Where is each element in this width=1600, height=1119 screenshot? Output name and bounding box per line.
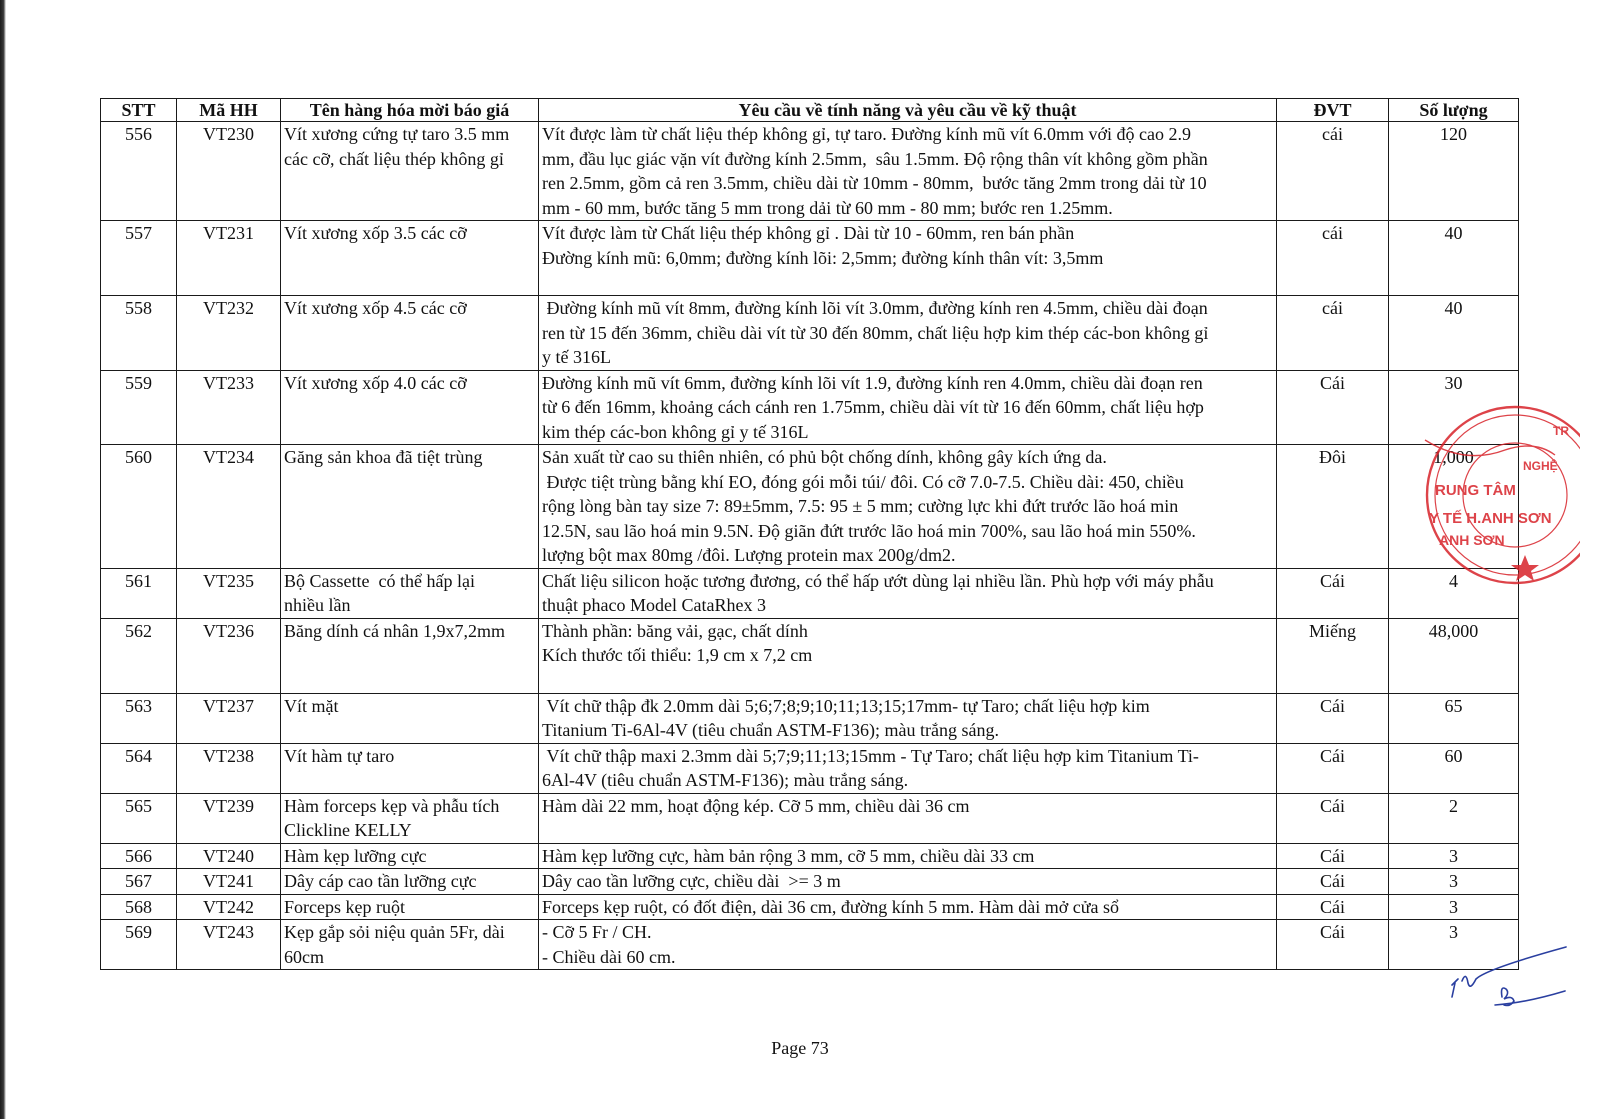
cell-spec [539, 869, 1277, 895]
cell-stt [101, 869, 177, 895]
cell-qty [1389, 370, 1519, 445]
cell-code [177, 122, 281, 221]
unit-value: Cái [1320, 745, 1345, 766]
cell-code [177, 894, 281, 920]
table-header-row [101, 99, 1519, 122]
stamp-text-line2: Y TẾ H.ANH SƠN [1429, 510, 1552, 527]
cell-qty [1389, 894, 1519, 920]
cell-stt [101, 370, 177, 445]
cell-unit [1277, 843, 1389, 869]
qty-value: 3 [1449, 845, 1458, 866]
name-line: Vít mặt [284, 695, 339, 716]
cell-stt [101, 122, 177, 221]
code-value: VT242 [203, 896, 254, 917]
cell-unit [1277, 618, 1389, 693]
cell-spec [539, 894, 1277, 920]
stamp-text-line1: RUNG TÂM [1435, 482, 1516, 499]
cell-qty [1389, 445, 1519, 569]
name-line: các cỡ, chất liệu thép không gỉ [284, 148, 504, 169]
name-line: Kẹp gắp sỏi niệu quản 5Fr, dài [284, 922, 505, 942]
spec-line: Hàm kẹp lưỡng cực, hàm bản rộng 3 mm, cỡ 5 mm, chiều dài 33 cm [542, 845, 1035, 866]
spec-line: Đường kính mũ vít 6mm, đường kính lõi vít 1.9, đường kính ren 4.0mm, chiều dài đoạn ren [542, 372, 1203, 393]
spec-line: kim thép các-bon không gỉ y tế 316L [542, 421, 809, 442]
spec-line: - Cỡ 5 Fr / CH. [542, 922, 652, 942]
stamp-text-line3: ANH SƠN [1439, 532, 1505, 548]
table-row [101, 122, 1519, 221]
cell-unit [1277, 793, 1389, 843]
table-body [101, 122, 1519, 970]
spec-line: 12.5N, sau lão hoá min 9.5N. Độ giãn đứt trước lão hoá min 700%, sau lão hoá min 550%. [542, 520, 1196, 541]
spec-line: ren từ 15 đến 36mm, chiều dài vít từ 30 đến 80mm, chất liệu hợp kim thép các-bon không gỉ [542, 322, 1209, 343]
spec-line: Đường kính mũ: 6,0mm; đường kính lõi: 2,5mm; đường kính thân vít: 3,5mm [542, 247, 1104, 268]
spec-line: Vít được làm từ chất liệu thép không gỉ, tự taro. Đường kính mũ vít 6.0mm với độ cao 2.9 [542, 124, 1191, 144]
qty-value: 40 [1444, 298, 1463, 318]
unit-value: Cái [1320, 896, 1345, 917]
table-row [101, 445, 1519, 569]
name-line: Forceps kẹp ruột [284, 896, 405, 917]
unit-value: Cái [1320, 845, 1345, 866]
qty-value: 3 [1449, 896, 1458, 917]
qty-value: 120 [1440, 124, 1467, 144]
cell-qty [1389, 296, 1519, 371]
cell-name [281, 793, 539, 843]
code-value: VT236 [203, 620, 254, 641]
table-row [101, 370, 1519, 445]
cell-spec [539, 743, 1277, 793]
header-stt: STT [101, 99, 177, 122]
cell-qty [1389, 221, 1519, 296]
cell-code [177, 869, 281, 895]
cell-qty [1389, 568, 1519, 618]
spec-line: Kích thước tối thiểu: 1,9 cm x 7,2 cm [542, 645, 813, 665]
stt-value: 559 [125, 372, 152, 393]
cell-spec [539, 370, 1277, 445]
cell-spec [539, 296, 1277, 371]
spec-line: Vít được làm từ Chất liệu thép không gỉ . Dài từ 10 - 60mm, ren bán phần [542, 223, 1075, 243]
cell-unit [1277, 445, 1389, 569]
cell-qty [1389, 693, 1519, 743]
cell-unit [1277, 568, 1389, 618]
cell-spec [539, 445, 1277, 569]
cell-code [177, 445, 281, 569]
cell-name [281, 843, 539, 869]
cell-code [177, 793, 281, 843]
qty-value: 30 [1444, 372, 1463, 393]
cell-code [177, 693, 281, 743]
cell-name [281, 743, 539, 793]
unit-value: Cái [1320, 372, 1345, 393]
cell-qty [1389, 920, 1519, 970]
stt-value: 564 [125, 745, 152, 766]
cell-name [281, 296, 539, 371]
page-number: Page 73 [771, 1038, 829, 1058]
name-line: Vít xương xốp 3.5 các cỡ [284, 223, 467, 243]
unit-value: Cái [1320, 922, 1345, 942]
spec-line: Titanium Ti-6Al-4V (tiêu chuẩn ASTM-F136); màu trắng sáng. [542, 720, 1000, 740]
spec-line: Vít chữ thập đk 2.0mm dài 5;6;7;8;9;10;11;13;15;17mm- tự Taro; chất liệu hợp kim [542, 695, 1150, 716]
spec-line: Thành phần: băng vải, gạc, chất dính [542, 620, 808, 641]
name-line: nhiều lần [284, 595, 351, 615]
stt-value: 560 [125, 447, 152, 467]
header-unit: ĐVT [1277, 99, 1389, 122]
unit-value: Cái [1320, 570, 1345, 591]
qty-value: 2 [1449, 795, 1458, 816]
name-line: Clickline KELLY [284, 820, 412, 840]
stt-value: 568 [125, 896, 152, 917]
cell-stt [101, 743, 177, 793]
qty-value: 40 [1444, 223, 1463, 243]
name-line: Bộ Cassette có thể hấp lại [284, 570, 475, 591]
unit-value: cái [1322, 124, 1343, 144]
spec-line: Sản xuất từ cao su thiên nhiên, có phủ bột chống dính, không gây kích ứng da. [542, 447, 1107, 467]
cell-spec [539, 920, 1277, 970]
cell-spec [539, 618, 1277, 693]
table-row [101, 221, 1519, 296]
cell-qty [1389, 122, 1519, 221]
spec-line: thuật phaco Model CataRhex 3 [542, 595, 766, 615]
table-row [101, 568, 1519, 618]
cell-unit [1277, 869, 1389, 895]
code-value: VT232 [203, 298, 254, 318]
name-line: Băng dính cá nhân 1,9x7,2mm [284, 620, 505, 641]
spec-line: Chất liệu silicon hoặc tương đương, có thể hấp ướt dùng lại nhiều lần. Phù hợp với máy phẫu [542, 570, 1214, 591]
name-line: Vít xương xốp 4.0 các cỡ [284, 372, 467, 393]
cell-spec [539, 693, 1277, 743]
table-row [101, 693, 1519, 743]
unit-value: Đôi [1319, 447, 1346, 467]
cell-code [177, 618, 281, 693]
stt-value: 569 [125, 922, 152, 942]
spec-line: Hàm dài 22 mm, hoạt động kép. Cỡ 5 mm, chiều dài 36 cm [542, 795, 970, 816]
cell-spec [539, 843, 1277, 869]
code-value: VT234 [203, 447, 254, 467]
qty-value: 65 [1444, 695, 1463, 716]
cell-stt [101, 618, 177, 693]
code-value: VT235 [203, 570, 254, 591]
code-value: VT243 [203, 922, 254, 942]
cell-qty [1389, 618, 1519, 693]
unit-value: cái [1322, 298, 1343, 318]
code-value: VT233 [203, 372, 254, 393]
cell-name [281, 370, 539, 445]
name-line: Vít xương cứng tự taro 3.5 mm [284, 124, 510, 144]
spec-line: lượng bột max 80mg /đôi. Lượng protein max 200g/dm2. [542, 545, 956, 565]
qty-value: 3 [1449, 871, 1458, 891]
cell-name [281, 920, 539, 970]
spec-line: Đường kính mũ vít 8mm, đường kính lõi vít 3.0mm, đường kính ren 4.5mm, chiều dài đoạn [542, 298, 1208, 318]
spec-line: Vít chữ thập maxi 2.3mm dài 5;7;9;11;13;15mm - Tự Taro; chất liệu hợp kim Titanium Ti- [542, 745, 1199, 766]
name-line: Hàm forceps kẹp và phẫu tích [284, 795, 500, 816]
spec-line: từ 6 đến 16mm, khoảng cách cánh ren 1.75mm, chiều dài vít từ 16 đến 60mm, chất liệu hợp [542, 397, 1204, 417]
cell-spec [539, 122, 1277, 221]
signature-stroke [1502, 988, 1515, 1006]
cell-stt [101, 693, 177, 743]
stt-value: 567 [125, 871, 152, 891]
cell-spec [539, 221, 1277, 296]
signature-stroke [1495, 991, 1565, 1005]
cell-name [281, 445, 539, 569]
cell-name [281, 122, 539, 221]
cell-unit [1277, 370, 1389, 445]
cell-stt [101, 793, 177, 843]
quotation-table [100, 98, 1519, 970]
name-line: Găng sản khoa đã tiệt trùng [284, 447, 483, 467]
cell-code [177, 296, 281, 371]
cell-name [281, 568, 539, 618]
cell-stt [101, 221, 177, 296]
qty-value: 48,000 [1428, 620, 1479, 641]
table-row [101, 743, 1519, 793]
cell-code [177, 920, 281, 970]
code-value: VT231 [203, 223, 254, 243]
cell-name [281, 618, 539, 693]
cell-qty [1389, 843, 1519, 869]
code-value: VT237 [203, 695, 254, 716]
unit-value: Cái [1320, 695, 1345, 716]
table-row [101, 894, 1519, 920]
header-qty: Số lượng [1389, 99, 1519, 122]
spec-line: mm - 60 mm, bước tăng 5 mm trong dải từ 60 mm - 80 mm; bước ren 1.25mm. [542, 197, 1113, 218]
spec-line: ren 2.5mm, gồm cả ren 3.5mm, chiều dài từ 10mm - 80mm, bước tăng 2mm trong dải từ 10 [542, 173, 1207, 193]
unit-value: Miếng [1309, 620, 1356, 641]
unit-value: Cái [1320, 795, 1345, 816]
spec-line: Forceps kẹp ruột, có đốt điện, dài 36 cm, đường kính 5 mm. Hàm dài mở cửa sổ [542, 896, 1119, 917]
header-spec: Yêu cầu về tính năng và yêu cầu về kỹ thuật [539, 99, 1277, 122]
stt-value: 558 [125, 298, 152, 318]
cell-name [281, 221, 539, 296]
cell-stt [101, 920, 177, 970]
table-row [101, 296, 1519, 371]
cell-code [177, 568, 281, 618]
cell-qty [1389, 869, 1519, 895]
qty-value: 1,000 [1433, 447, 1474, 467]
cell-spec [539, 568, 1277, 618]
cell-name [281, 869, 539, 895]
cell-code [177, 843, 281, 869]
cell-stt [101, 296, 177, 371]
stamp-text-top: TR [1553, 424, 1569, 438]
spec-line: - Chiều dài 60 cm. [542, 946, 676, 967]
table-row [101, 793, 1519, 843]
spec-line: rộng lòng bàn tay size 7: 89±5mm, 7.5: 95 ± 5 mm; cường lực khi đứt trước lão hoá min [542, 496, 1179, 516]
cell-unit [1277, 920, 1389, 970]
cell-qty [1389, 743, 1519, 793]
code-value: VT238 [203, 745, 254, 766]
name-line: Vít hàm tự taro [284, 745, 395, 766]
scan-edge [0, 0, 6, 1119]
cell-unit [1277, 296, 1389, 371]
cell-stt [101, 894, 177, 920]
spec-line: mm, đầu lục giác vặn vít đường kính 2.5mm, sâu 1.5mm. Độ rộng thân vít không gồm phần [542, 148, 1208, 169]
cell-unit [1277, 122, 1389, 221]
stt-value: 561 [125, 570, 152, 591]
table-row [101, 618, 1519, 693]
header-code: Mã HH [177, 99, 281, 122]
name-line: Dây cáp cao tần lưỡng cực [284, 871, 477, 891]
stt-value: 562 [125, 620, 152, 641]
cell-stt [101, 843, 177, 869]
cell-qty [1389, 793, 1519, 843]
code-value: VT230 [203, 124, 254, 144]
cell-unit [1277, 693, 1389, 743]
cell-code [177, 221, 281, 296]
stt-value: 563 [125, 695, 152, 716]
qty-value: 4 [1449, 570, 1458, 591]
cell-name [281, 894, 539, 920]
stt-value: 565 [125, 795, 152, 816]
cell-stt [101, 445, 177, 569]
cell-unit [1277, 221, 1389, 296]
stt-value: 556 [125, 124, 152, 144]
code-value: VT239 [203, 795, 254, 816]
code-value: VT241 [203, 871, 254, 891]
cell-spec [539, 793, 1277, 843]
code-value: VT240 [203, 845, 254, 866]
stamp-text-side: NGHỆ [1523, 459, 1558, 473]
stt-value: 566 [125, 845, 152, 866]
unit-value: cái [1322, 223, 1343, 243]
cell-code [177, 743, 281, 793]
table-row [101, 920, 1519, 970]
spec-line: y tế 316L [542, 347, 611, 367]
header-name: Tên hàng hóa mời báo giá [281, 99, 539, 122]
name-line: Hàm kẹp lưỡng cực [284, 845, 427, 866]
name-line: Vít xương xốp 4.5 các cỡ [284, 298, 467, 318]
spec-line: 6Al-4V (tiêu chuẩn ASTM-F136); màu trắng sáng. [542, 770, 909, 790]
cell-name [281, 693, 539, 743]
table-row [101, 869, 1519, 895]
qty-value: 3 [1449, 922, 1458, 942]
cell-unit [1277, 894, 1389, 920]
cell-stt [101, 568, 177, 618]
unit-value: Cái [1320, 871, 1345, 891]
spec-line: Dây cao tần lưỡng cực, chiều dài >= 3 m [542, 871, 841, 891]
cell-unit [1277, 743, 1389, 793]
cell-code [177, 370, 281, 445]
stt-value: 557 [125, 223, 152, 243]
qty-value: 60 [1444, 745, 1463, 766]
name-line: 60cm [284, 946, 324, 967]
spec-line: Được tiệt trùng bằng khí EO, đóng gói mỗi túi/ đôi. Có cỡ 7.0-7.5. Chiều dài: 450, chiều [542, 471, 1184, 492]
table-row [101, 843, 1519, 869]
